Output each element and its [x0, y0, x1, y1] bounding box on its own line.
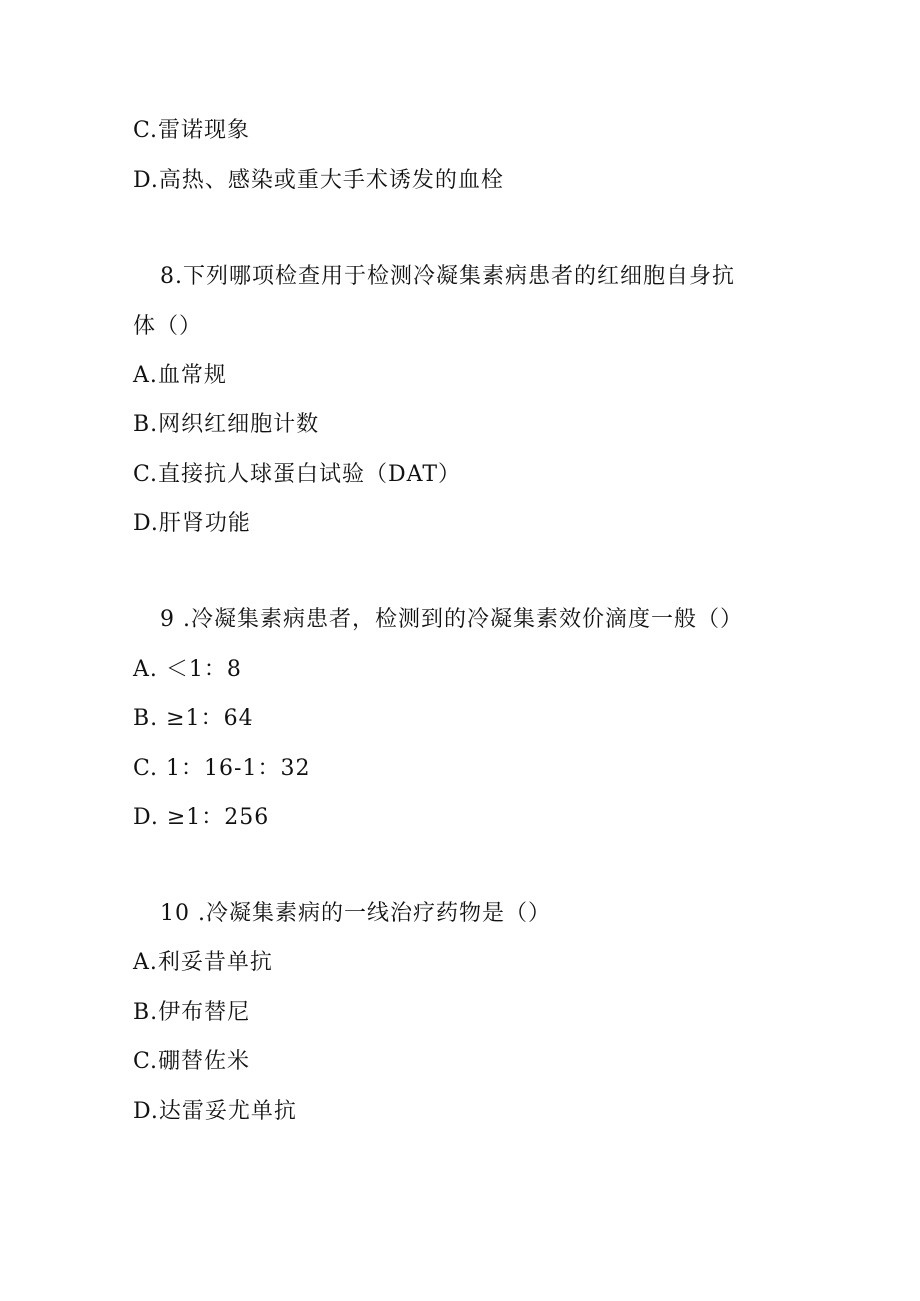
- q10-option-d: D.达雷妥尤单抗: [133, 1099, 297, 1124]
- q9-option-b: B. ≥1：64: [133, 706, 254, 731]
- q9-option-c: C. 1：16-1：32: [133, 756, 311, 781]
- q10-option-a: A.利妥昔单抗: [133, 950, 273, 975]
- q7-option-c: C.雷诺现象: [133, 118, 251, 143]
- q7-option-d: D.高热、感染或重大手术诱发的血栓: [133, 168, 504, 193]
- q8-option-a: A.血常规: [133, 363, 227, 388]
- q8-option-d: D.肝肾功能: [133, 511, 251, 536]
- q10-option-b: B.伊布替尼: [133, 1000, 251, 1025]
- q10-stem: 10 .冷凝集素病的一线治疗药物是（）: [160, 901, 551, 926]
- q9-stem: 9 .冷凝集素病患者，检测到的冷凝集素效价滴度一般（）: [160, 607, 743, 632]
- q10-option-c: C.硼替佐米: [133, 1049, 251, 1074]
- q8-stem-line1: 8.下列哪项检查用于检测冷凝集素病患者的红细胞自身抗: [160, 264, 735, 289]
- q8-stem-line2: 体（）: [133, 314, 203, 339]
- q8-option-c: C.直接抗人球蛋白试验（DAT）: [133, 462, 462, 487]
- q9-option-d: D. ≥1：256: [133, 805, 270, 830]
- q8-option-b: B.网织红细胞计数: [133, 412, 320, 437]
- q9-option-a: A. ＜1：8: [133, 657, 242, 682]
